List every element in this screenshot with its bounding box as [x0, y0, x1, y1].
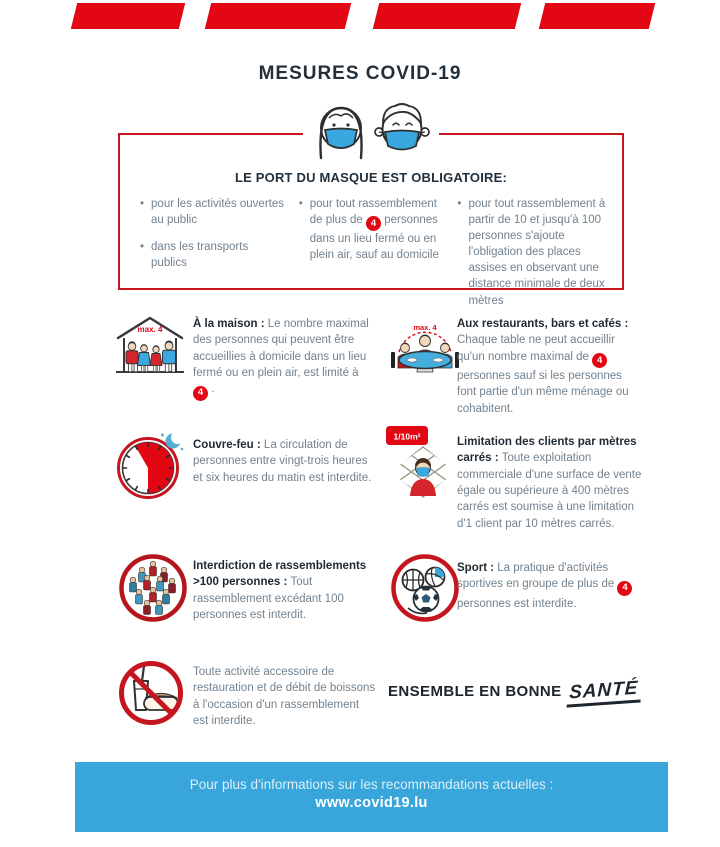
- curfew-clock-icon: [114, 430, 186, 507]
- measure-body: Chaque table ne peut accueillir qu'un nombre maximal de: [457, 334, 615, 363]
- top-stripe: [539, 3, 655, 29]
- masked-faces-svg: [308, 96, 434, 164]
- bullet-dot: •: [457, 198, 462, 210]
- measure-title: Couvre-feu :: [193, 439, 264, 451]
- bullet-text: pour les activités ouvertes au public: [151, 198, 284, 227]
- bullet-text: dans les transports publics: [151, 241, 249, 270]
- house-max4-icon: [114, 312, 186, 381]
- bullet-text-part: pour tout rassemblement de plus de: [309, 198, 437, 227]
- bullet-item: [299, 196, 444, 264]
- restaurant-table-max4-icon: [388, 310, 462, 389]
- measure-title: Limitation des clients par mètres carrés :: [457, 436, 637, 465]
- measure-maison-text: [193, 316, 369, 401]
- top-stripe: [205, 3, 351, 29]
- measure-body: La circulation de personnes entre vingt-trois heures et six heures du matin est interdite.: [193, 439, 372, 484]
- mask-rules-heading: LE PORT DU MASQUE EST OBLIGATOIRE:: [234, 170, 508, 185]
- no-food-drinks-icon: [114, 656, 188, 735]
- man-masked-face-icon: [375, 104, 429, 150]
- footer-url-link[interactable]: www.covid19.lu: [315, 795, 428, 811]
- measure-title: Sport :: [457, 562, 498, 574]
- slogan-script: SANTÉ: [566, 677, 641, 707]
- measure-rassemblements-text: [193, 558, 373, 623]
- table-max-label: max. 4: [413, 323, 437, 332]
- measure-limitation-text: [457, 434, 647, 532]
- crowd-ban-icon: [116, 551, 190, 630]
- measure-body: La pratique d'activités sportives en groupe de plus de: [457, 562, 618, 591]
- count-badge: 4: [193, 386, 208, 401]
- density-badge-label: 1/10m²: [393, 431, 421, 442]
- bullet-item: [457, 196, 612, 309]
- bullet-item: [140, 239, 285, 271]
- measure-body: Toute activité accessoire de restauration et de débit de boissons à l'occasion d'un rassemblement est interdite.: [193, 666, 376, 727]
- volleyball-icon: [426, 568, 445, 587]
- footer-banner: [75, 762, 668, 832]
- measure-couvrefeu-text: [193, 437, 375, 486]
- mask-rules-columns: [120, 185, 622, 320]
- count-badge: 4: [617, 581, 632, 596]
- measure-sport-text: [457, 560, 649, 612]
- measure-body: Toute exploitation commerciale d'une surface de vente égale ou supérieure à 400 mètres carrés est soumise à une limitation d'1 client par 10 mètres carrés.: [457, 452, 642, 530]
- measure-title: Aux restaurants, bars et cafés :: [457, 318, 629, 330]
- house-max-label: max. 4: [137, 325, 163, 334]
- measure-title: Interdiction de rassemblements >100 personnes :: [193, 560, 367, 589]
- sport-balls-icon: [388, 551, 462, 630]
- measure-restaurants-text: [457, 316, 643, 417]
- slogan: [388, 677, 641, 705]
- footer-info-text: Pour plus d'informations sur les recommandations actuelles :: [189, 777, 554, 792]
- mask-rules-col2: [299, 196, 444, 320]
- bullet-text: [310, 196, 444, 264]
- family-figures: [126, 341, 176, 373]
- mask-rules-col1: [140, 196, 285, 320]
- measure-body: personnes est interdite.: [457, 597, 577, 610]
- measure-body: .: [208, 383, 215, 396]
- count-badge: 4: [592, 353, 607, 368]
- measure-restauration-text: [193, 664, 377, 729]
- masked-faces-icon: [303, 96, 439, 166]
- density-limit-icon: [386, 426, 460, 509]
- page-title: MESURES COVID-19: [258, 63, 462, 84]
- measure-title: À la maison :: [193, 318, 268, 330]
- count-badge: 4: [366, 216, 381, 231]
- bullet-item: [140, 196, 285, 228]
- measure-body: personnes sauf si les personnes font partie d'un même ménage ou cohabitent.: [457, 369, 629, 415]
- top-stripe: [71, 3, 185, 29]
- top-stripe: [373, 3, 521, 29]
- bullet-dot: •: [140, 198, 145, 210]
- bullet-dot: •: [298, 198, 303, 210]
- bullet-text: pour tout rassemblement à partir de 10 et jusqu'à 100 personnes s'ajoute l'obligation des places assises en observant une distance minimale de deux mètres: [468, 198, 606, 307]
- bullet-text-part: personnes dans un lieu fermé ou en plein air, sauf au domicile: [309, 214, 439, 262]
- measure-body: Le nombre maximal des personnes qui peuvent être accueillies à domicile dans un lieu fermé ou en plein air, est limité à: [193, 318, 369, 379]
- bullet-dot: •: [140, 241, 145, 254]
- woman-masked-face-icon: [320, 108, 361, 158]
- slogan-regular: ENSEMBLE EN BONNE: [388, 683, 562, 700]
- mask-rules-col3: [457, 196, 612, 320]
- measure-body: Tout rassemblement excédant 100 personnes est interdit.: [193, 576, 344, 621]
